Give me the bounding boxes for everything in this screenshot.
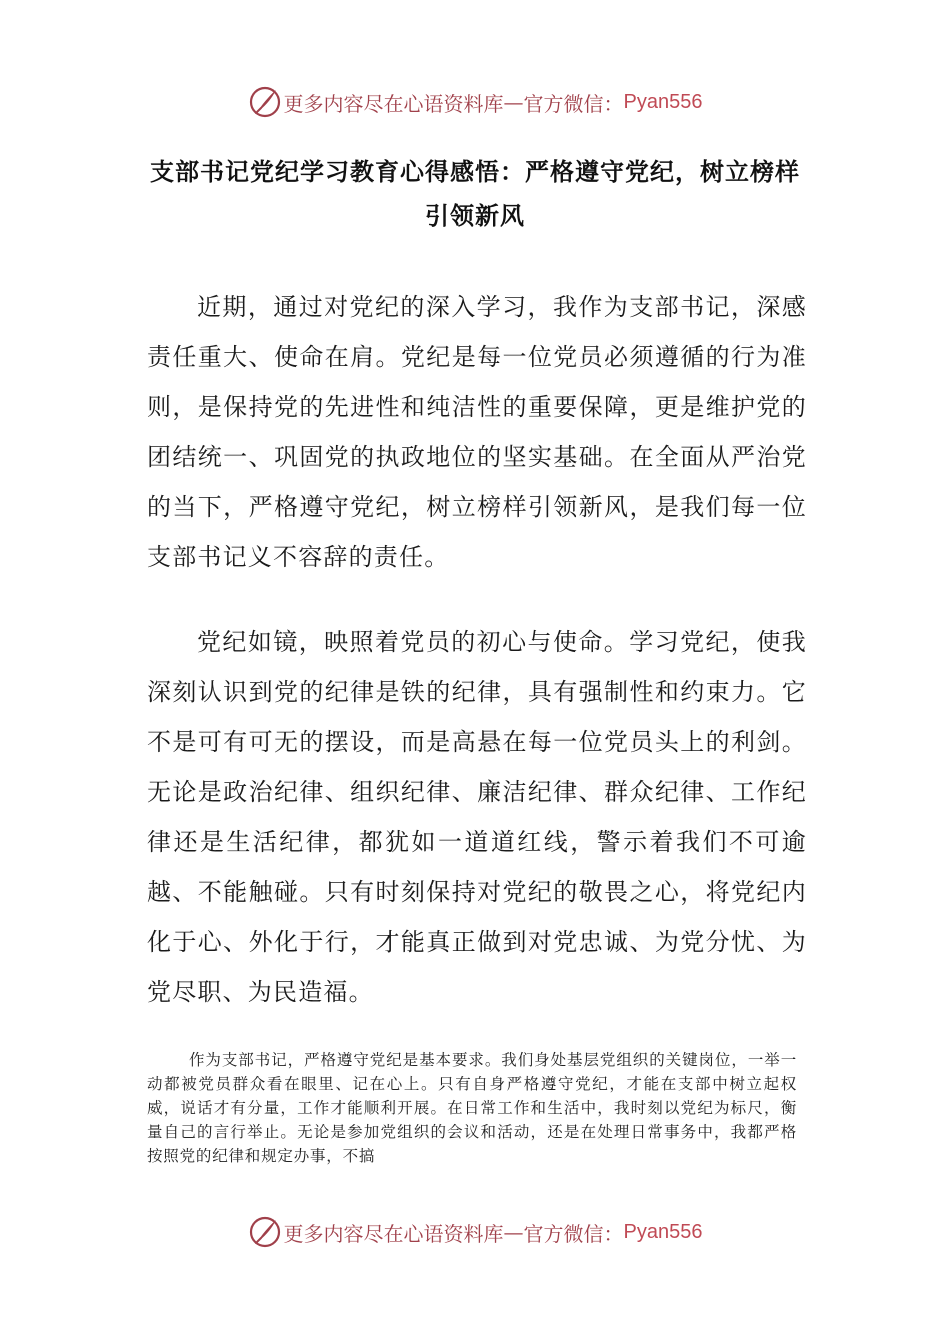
document-title: 支部书记党纪学习教育心得感悟：严格遵守党纪，树立榜样引领新风 (150, 158, 800, 230)
banner-text: 更多内容尽在心语资料库 (283, 1221, 504, 1246)
header-watermark-banner (0, 82, 950, 122)
banner-official-label: 官方微信： (523, 91, 624, 116)
paragraph-2: 党纪如镜，映照着党员的初心与使命。学习党纪，使我深刻认识到党的纪律是铁的纪律，具有强制性和约束力。它不是可有可无的摆设，而是高悬在每一位党员头上的利剑。无论是政治纪律、组织纪律、廉洁纪律、群众纪律、工作纪律还是生活纪律，都犹如一道道红线，警示着我们不可逾越、不能触碰。只有时刻保持对党纪的敬畏之心，将党纪内化于心、外化于行，才能真正做到对党忠诚、为党分忧、为党尽职、为民造福。 (147, 628, 807, 1006)
banner-separator: — (503, 1220, 524, 1244)
banner-official-label: 官方微信： (523, 1221, 624, 1246)
banner-text: 更多内容尽在心语资料库 (283, 91, 504, 116)
banner-wechat-id: Pyan556 (623, 90, 703, 113)
quill-pen-logo-icon (248, 85, 282, 119)
footer-watermark-banner (0, 1212, 950, 1252)
banner-wechat-id: Pyan556 (623, 1220, 703, 1243)
banner-separator: — (503, 90, 524, 114)
paragraph-1: 近期，通过对党纪的深入学习，我作为支部书记，深感责任重大、使命在肩。党纪是每一位党员必须遵循的行为准则，是保持党的先进性和纯洁性的重要保障，更是维护党的团结统一、巩固党的执政地位的坚实基础。在全面从严治党的当下，严格遵守党纪，树立榜样引领新风，是我们每一位支部书记义不容辞的责任。 (147, 293, 807, 571)
quill-pen-logo-icon (248, 1215, 282, 1249)
paragraph-3: 作为支部书记，严格遵守党纪是基本要求。我们身处基层党组织的关键岗位，一举一动都被党员群众看在眼里、记在心上。只有自身严格遵守党纪，才能在支部中树立起权威，说话才有分量，工作才能顺利开展。在日常工作和生活中，我时刻以党纪为标尺，衡量自己的言行举止。无论是参加党组织的会议和活动，还是在处理日常事务中，我都严格按照党的纪律和规定办事，不搞 (147, 1051, 797, 1165)
